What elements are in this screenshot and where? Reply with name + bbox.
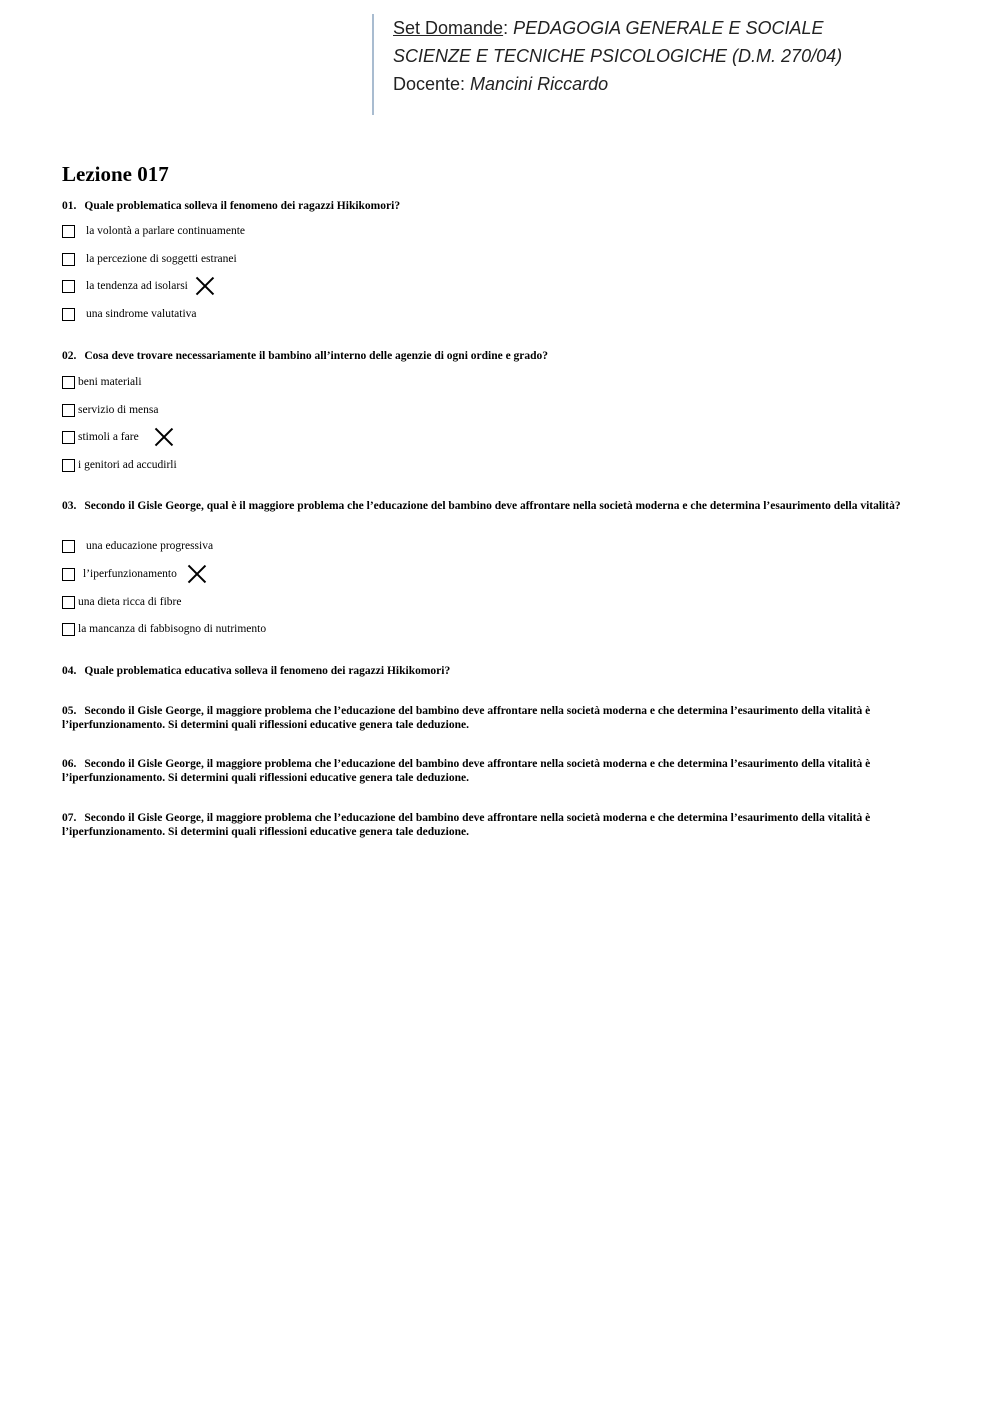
checkbox[interactable] xyxy=(62,253,75,266)
set-colon: : xyxy=(503,18,514,38)
teacher-line xyxy=(393,70,842,98)
question-number: 03. xyxy=(62,500,77,512)
question-text: Secondo il Gisle George, qual è il maggiore problema che l’educazione del bambino deve affrontare nella società moderna e che determina l’esaurimento della vitalità? xyxy=(84,500,901,512)
question-number: 02. xyxy=(62,350,77,362)
checkbox[interactable] xyxy=(62,596,75,609)
option[interactable] xyxy=(62,621,266,637)
option-selected[interactable] xyxy=(62,566,207,582)
checkbox[interactable] xyxy=(62,540,75,553)
question-text: Quale problematica educativa solleva il fenomeno dei ragazzi Hikikomori? xyxy=(84,665,451,677)
question-number: 06. xyxy=(62,758,77,770)
checkbox[interactable] xyxy=(62,404,75,417)
question-text: Quale problematica solleva il fenomeno dei ragazzi Hikikomori? xyxy=(84,200,401,212)
question-number: 05. xyxy=(62,705,77,717)
question-text: Cosa deve trovare necessariamente il bambino all’interno delle agenzie di ogni ordine e grado? xyxy=(84,350,549,362)
option[interactable] xyxy=(62,251,237,267)
checkbox[interactable] xyxy=(62,308,75,321)
teacher-label: Docente: xyxy=(393,74,471,94)
option-selected[interactable] xyxy=(62,429,174,445)
teacher-name: Mancini Riccardo xyxy=(470,74,609,94)
checkbox[interactable] xyxy=(62,225,75,238)
question-07 xyxy=(62,811,942,839)
option-label: una dieta ricca di fibre xyxy=(78,596,182,608)
question-number: 07. xyxy=(62,812,77,824)
question-number: 04. xyxy=(62,665,77,677)
option-label: la percezione di soggetti estranei xyxy=(86,253,237,265)
cross-mark-icon xyxy=(187,564,207,584)
option-label: beni materiali xyxy=(78,376,142,388)
option[interactable] xyxy=(62,306,197,322)
option-label: la volontà a parlare continuamente xyxy=(86,225,246,237)
document-header xyxy=(372,14,842,115)
checkbox[interactable] xyxy=(62,280,75,293)
course-line xyxy=(393,14,842,42)
option-label: servizio di mensa xyxy=(78,404,159,416)
option-selected[interactable] xyxy=(62,278,215,294)
option-label: la mancanza di fabbisogno di nutrimento xyxy=(78,623,267,635)
option[interactable] xyxy=(62,594,181,610)
question-02 xyxy=(62,349,942,363)
option-label: stimoli a fare xyxy=(78,431,139,443)
checkbox[interactable] xyxy=(62,459,75,472)
option-label: l’iperfunzionamento xyxy=(83,568,177,580)
question-06 xyxy=(62,757,942,785)
option[interactable] xyxy=(62,457,177,473)
question-text: Secondo il Gisle George, il maggiore problema che l’educazione del bambino deve affrontare nella società moderna e che determina l’esaurimento della vitalità è l’iperfunzionamento. Si determini quali riflessioni educative genera tale deduzione. xyxy=(62,812,871,838)
option[interactable] xyxy=(62,402,158,418)
option[interactable] xyxy=(62,374,142,390)
checkbox[interactable] xyxy=(62,376,75,389)
option-label: una sindrome valutativa xyxy=(86,308,197,320)
course-name: PEDAGOGIA GENERALE E SOCIALE xyxy=(513,18,824,38)
question-text: Secondo il Gisle George, il maggiore problema che l’educazione del bambino deve affrontare nella società moderna e che determina l’esaurimento della vitalità è l’iperfunzionamento. Si determini quali riflessioni educative genera tale deduzione. xyxy=(62,758,871,784)
option[interactable] xyxy=(62,538,213,554)
cross-mark-icon xyxy=(195,276,215,296)
set-label: Set Domande xyxy=(393,18,504,38)
question-05 xyxy=(62,704,942,732)
lesson-title: Lezione 017 xyxy=(62,162,169,186)
option-label: una educazione progressiva xyxy=(86,540,214,552)
option-label: i genitori ad accudirli xyxy=(78,459,177,471)
question-03 xyxy=(62,499,942,513)
cross-mark-icon xyxy=(154,427,174,447)
option[interactable] xyxy=(62,223,245,239)
checkbox[interactable] xyxy=(62,623,75,636)
question-01 xyxy=(62,199,942,213)
checkbox[interactable] xyxy=(62,568,75,581)
option-label: la tendenza ad isolarsi xyxy=(86,280,188,292)
checkbox[interactable] xyxy=(62,431,75,444)
degree-name: SCIENZE E TECNICHE PSICOLOGICHE (D.M. 270/04) xyxy=(393,46,843,66)
question-04 xyxy=(62,664,942,678)
question-number: 01. xyxy=(62,200,77,212)
question-text: Secondo il Gisle George, il maggiore problema che l’educazione del bambino deve affrontare nella società moderna e che determina l’esaurimento della vitalità è l’iperfunzionamento. Si determini quali riflessioni educative genera tale deduzione. xyxy=(62,705,871,731)
